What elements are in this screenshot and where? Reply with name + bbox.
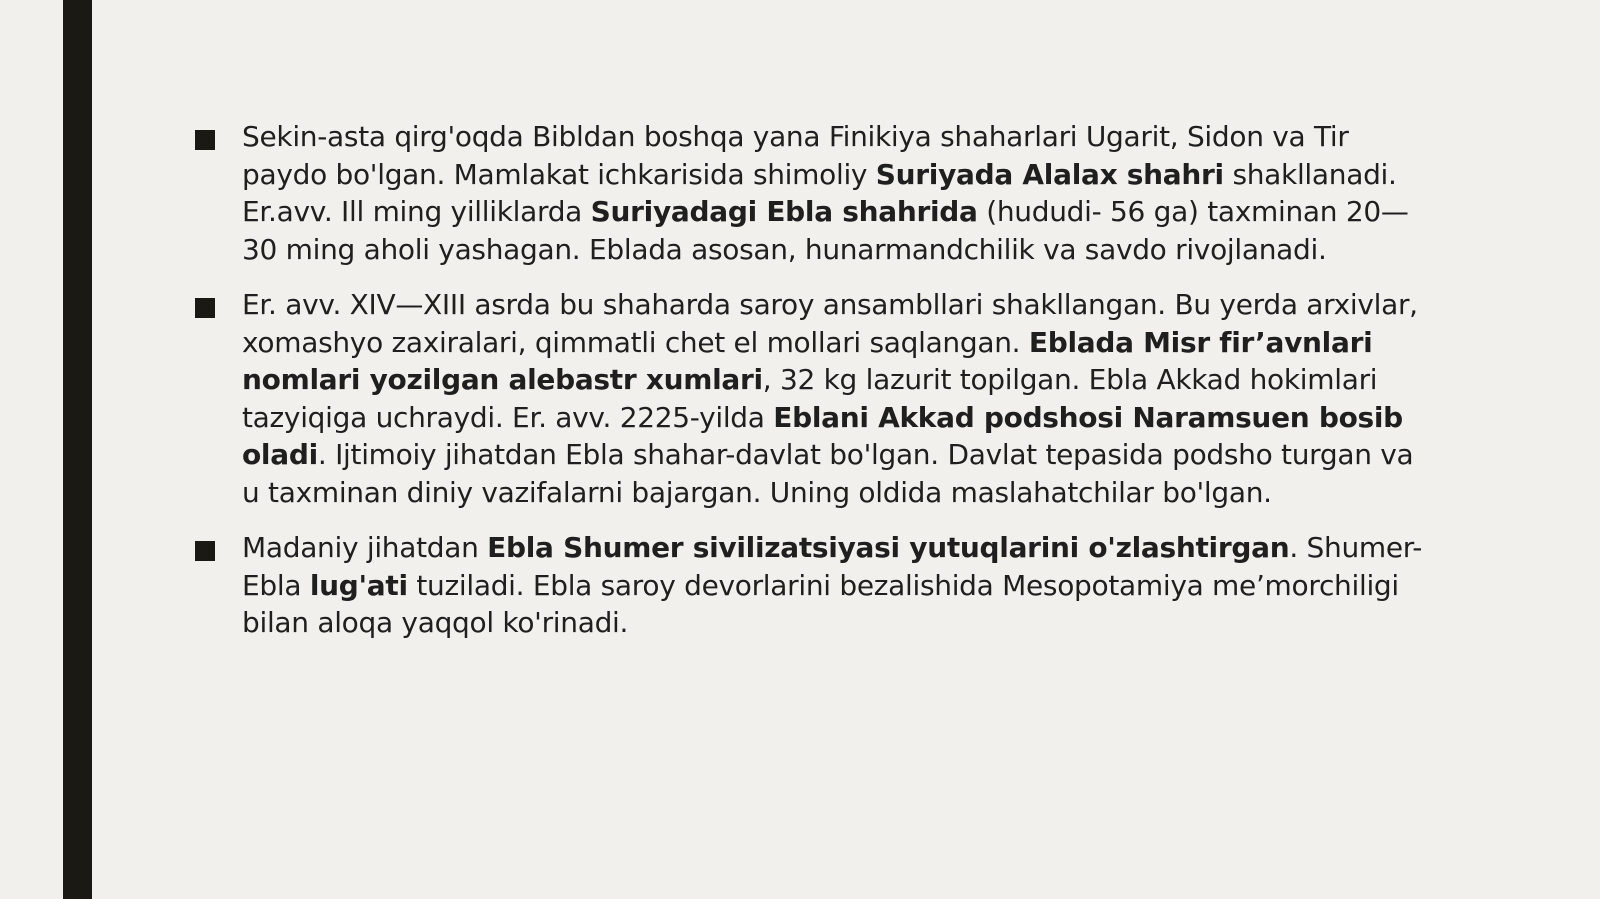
bullet-item [194, 529, 1434, 642]
slide-accent-bar [63, 0, 92, 899]
text-segment: Madaniy jihatdan [242, 531, 488, 564]
square-bullet-icon [195, 541, 215, 561]
bold-text-segment: lug'ati [309, 568, 408, 602]
bold-text-segment: Suriyadagi Ebla shahrida [590, 195, 978, 228]
bold-text-segment: Eblada Misr fir’avnlari nomlari yozilgan alebastr xumlari [242, 325, 1373, 396]
bullet-text [242, 531, 1422, 639]
text-segment: (hududi- 56 ga) taxminan 20—30 ming aholi yashagan. Eblada asosan, hunarmandchilik va savdo rivojlanadi. [242, 195, 1409, 266]
text-segment: . Ijtimoiy jihatdan Ebla shahar-davlat bo'lgan. Davlat tepasida podsho turgan va u taxminan diniy vazifalarni bajargan. Uning oldida maslahatchilar bo'lgan. [242, 438, 1414, 509]
text-segment: . Shumer-Ebla [242, 531, 1423, 602]
bold-text-segment: Ebla Shumer sivilizatsiyasi yutuqlarini o'zlashtirgan [487, 531, 1290, 564]
text-segment: Er. avv. XIV—XIII asrda bu shaharda saroy ansambllari shakllangan. Bu yerda arxivlar, xomashyo zaxiralari, qimmatli chet el mollari saqlangan. [242, 288, 1418, 359]
text-segment: Sekin-asta qirg'oqda Bibldan boshqa yana Finikiya shaharlari Ugarit, Sidon va Tir paydo bo'lgan. Mamlakat ichkarisida shimoliy [242, 120, 1349, 191]
bullet-text [242, 288, 1418, 509]
square-bullet-icon [195, 130, 215, 150]
bold-text-segment: Eblani Akkad podshosi Naramsuen bosib oladi [242, 400, 1403, 471]
bold-text-segment: Suriyada Alalax shahri [875, 157, 1224, 191]
text-segment: shakllanadi. Er.avv. Ill ming yilliklarda [242, 157, 1397, 228]
square-bullet-icon [195, 298, 215, 318]
bullet-text [242, 120, 1409, 266]
text-segment: , 32 kg lazurit topilgan. Ebla Akkad hokimlari tazyiqiga uchraydi. Er. avv. 2225-yilda [242, 363, 1378, 434]
slide-content [194, 118, 1434, 660]
bullet-item [194, 118, 1434, 268]
text-segment: tuziladi. Ebla saroy devorlarini bezalishida Mesopotamiya me’morchiligi bilan aloqa yaqqol ko'rinadi. [242, 568, 1399, 639]
bullet-item [194, 286, 1434, 511]
